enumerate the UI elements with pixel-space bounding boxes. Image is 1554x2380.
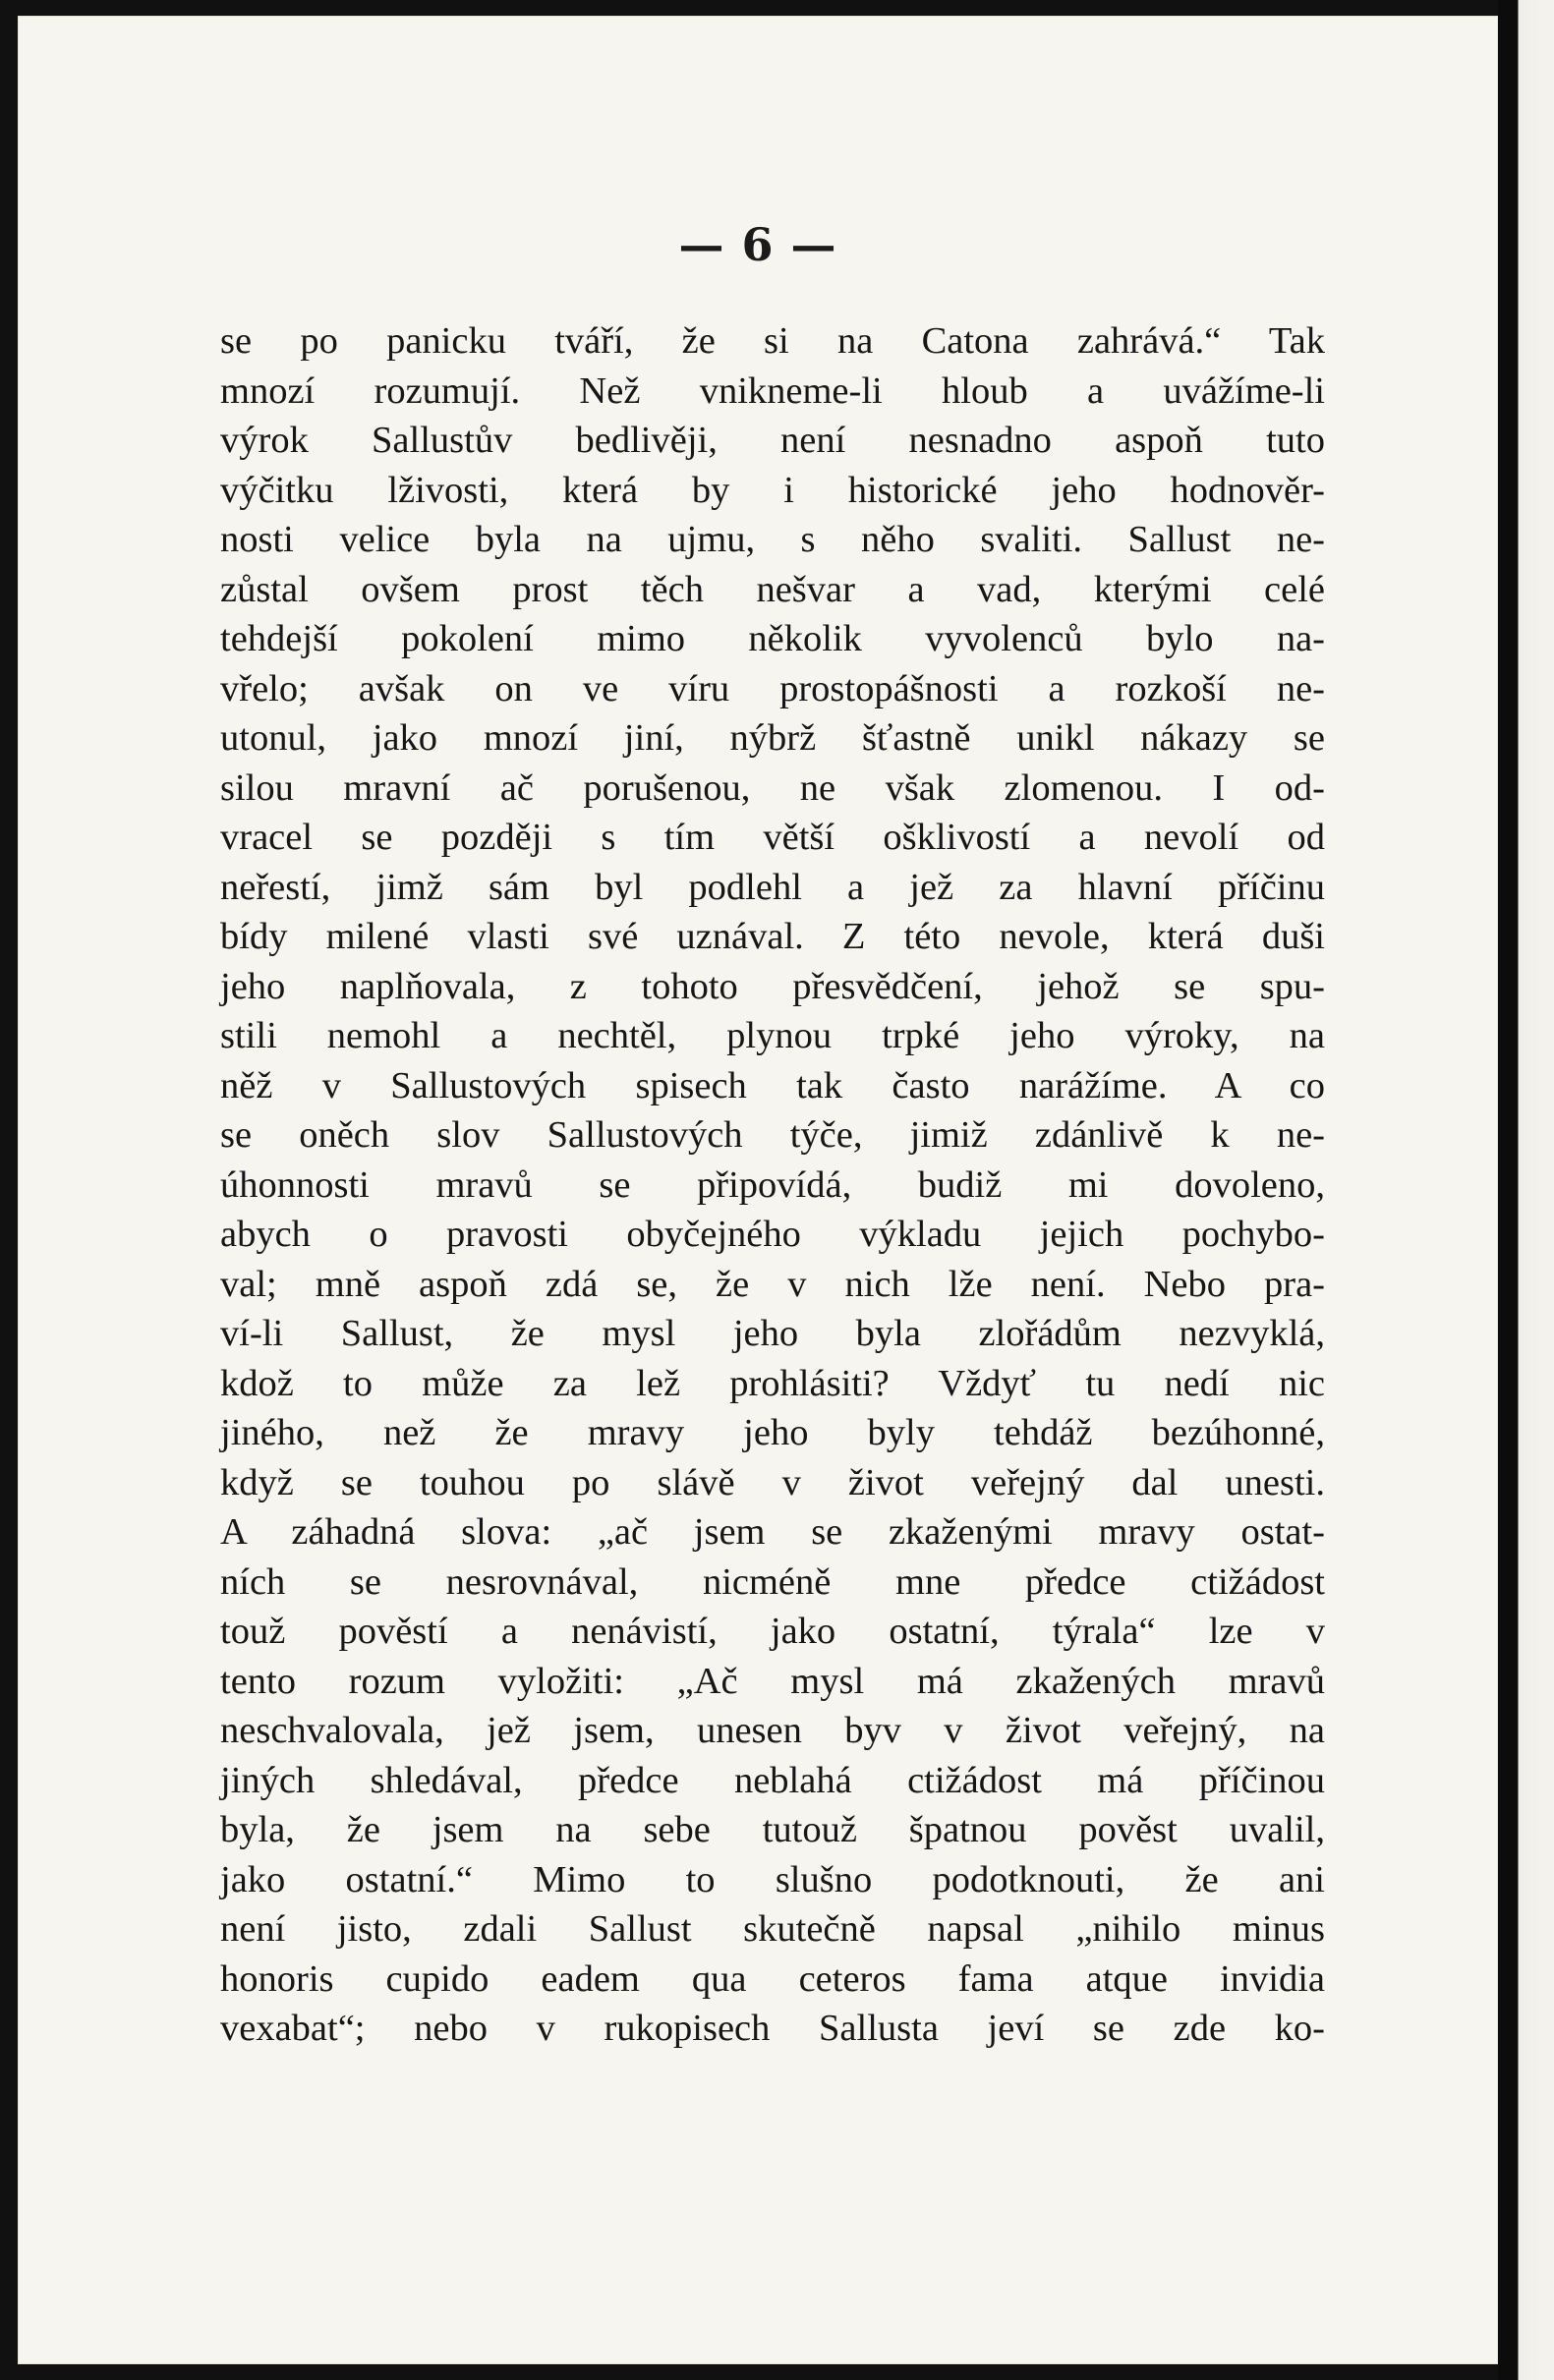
page-number: — 6 —: [678, 218, 837, 271]
text-line: A záhadná slova: „ač jsem se zkaženými mravy ostat-: [220, 1511, 1325, 1553]
text-line: tento rozum vyložiti: „Ač mysl má zkažených mravů: [220, 1660, 1325, 1702]
text-line: bídy milené vlasti své uznával. Z této nevole, která duši: [220, 916, 1325, 957]
book-page: [18, 16, 1498, 2364]
text-line: zůstal ovšem prost těch nešvar a vad, kterými celé: [220, 568, 1325, 610]
text-line: není jisto, zdali Sallust skutečně napsal „nihilo minus: [220, 1908, 1325, 1950]
text-line: jiného, než že mravy jeho byly tehdáž bezúhonné,: [220, 1412, 1325, 1453]
text-line: se oněch slov Sallustových týče, jimiž zdánlivě k ne-: [220, 1114, 1325, 1156]
text-line: vřelo; avšak on ve víru prostopášnosti a rozkoší ne-: [220, 667, 1325, 709]
text-line: abych o pravosti obyčejného výkladu jejich pochybo-: [220, 1214, 1325, 1255]
text-line: nosti velice byla na ujmu, s něho svaliti. Sallust ne-: [220, 519, 1325, 560]
page-edge: [1498, 0, 1554, 2380]
text-line: jako ostatní.“ Mimo to slušno podotknouti, že ani: [220, 1858, 1325, 1900]
text-line: ních se nesrovnával, nicméně mne předce ctižádost: [220, 1560, 1325, 1603]
text-line: výrok Sallustův bedlivěji, není nesnadno aspoň tuto: [220, 420, 1325, 461]
text-line: tehdejší pokolení mimo několik vyvolenců bylo na-: [220, 618, 1325, 659]
text-line: výčitku lživosti, která by i historické jeho hodnověr-: [220, 469, 1325, 511]
text-line: stili nemohl a nechtěl, plynou trpké jeho výroky, na: [220, 1015, 1325, 1056]
text-line: úhonnosti mravů se připovídá, budiž mi dovoleno,: [220, 1163, 1325, 1206]
text-line: honoris cupido eadem qua ceteros fama atque invidia: [220, 1957, 1325, 2000]
text-line: se po panicku tváří, že si na Catona zahrává.“ Tak: [220, 320, 1325, 362]
text-line: touž pověstí a nenávistí, jako ostatní, týrala“ lze v: [220, 1611, 1325, 1652]
text-line: utonul, jako mnozí jiní, nýbrž šťastně unikl nákazy se: [220, 717, 1325, 759]
text-line: neřestí, jimž sám byl podlehl a jež za hlavní příčinu: [220, 866, 1325, 908]
text-line: vracel se později s tím větší ošklivostí a nevolí od: [220, 817, 1325, 858]
text-line: mnozí rozumují. Než vnikneme-li hloub a uvážíme-li: [220, 369, 1325, 412]
text-line: neschvalovala, jež jsem, unesen byv v život veřejný, na: [220, 1710, 1325, 1751]
text-line: ví-li Sallust, že mysl jeho byla zlořádům nezvyklá,: [220, 1313, 1325, 1354]
text-line: jiných shledával, předce neblahá ctižádost má příčinou: [220, 1759, 1325, 1801]
text-line: když se touhou po slávě v život veřejný dal unesti.: [220, 1461, 1325, 1503]
text-line: val; mně aspoň zdá se, že v nich lže není. Nebo pra-: [220, 1263, 1325, 1305]
body-text: [220, 316, 1325, 2054]
text-line: kdož to může za lež prohlásiti? Vždyť tu nedí nic: [220, 1362, 1325, 1404]
text-line: něž v Sallustových spisech tak často narážíme. A co: [220, 1064, 1325, 1106]
text-line: byla, že jsem na sebe tutouž špatnou pověst uvalil,: [220, 1809, 1325, 1850]
text-line: vexabat“; nebo v rukopisech Sallusta jeví se zde ko-: [220, 2008, 1325, 2049]
text-line: silou mravní ač porušenou, ne však zlomenou. I od-: [220, 766, 1325, 809]
text-line: jeho naplňovala, z tohoto přesvědčení, jehož se spu-: [220, 965, 1325, 1007]
